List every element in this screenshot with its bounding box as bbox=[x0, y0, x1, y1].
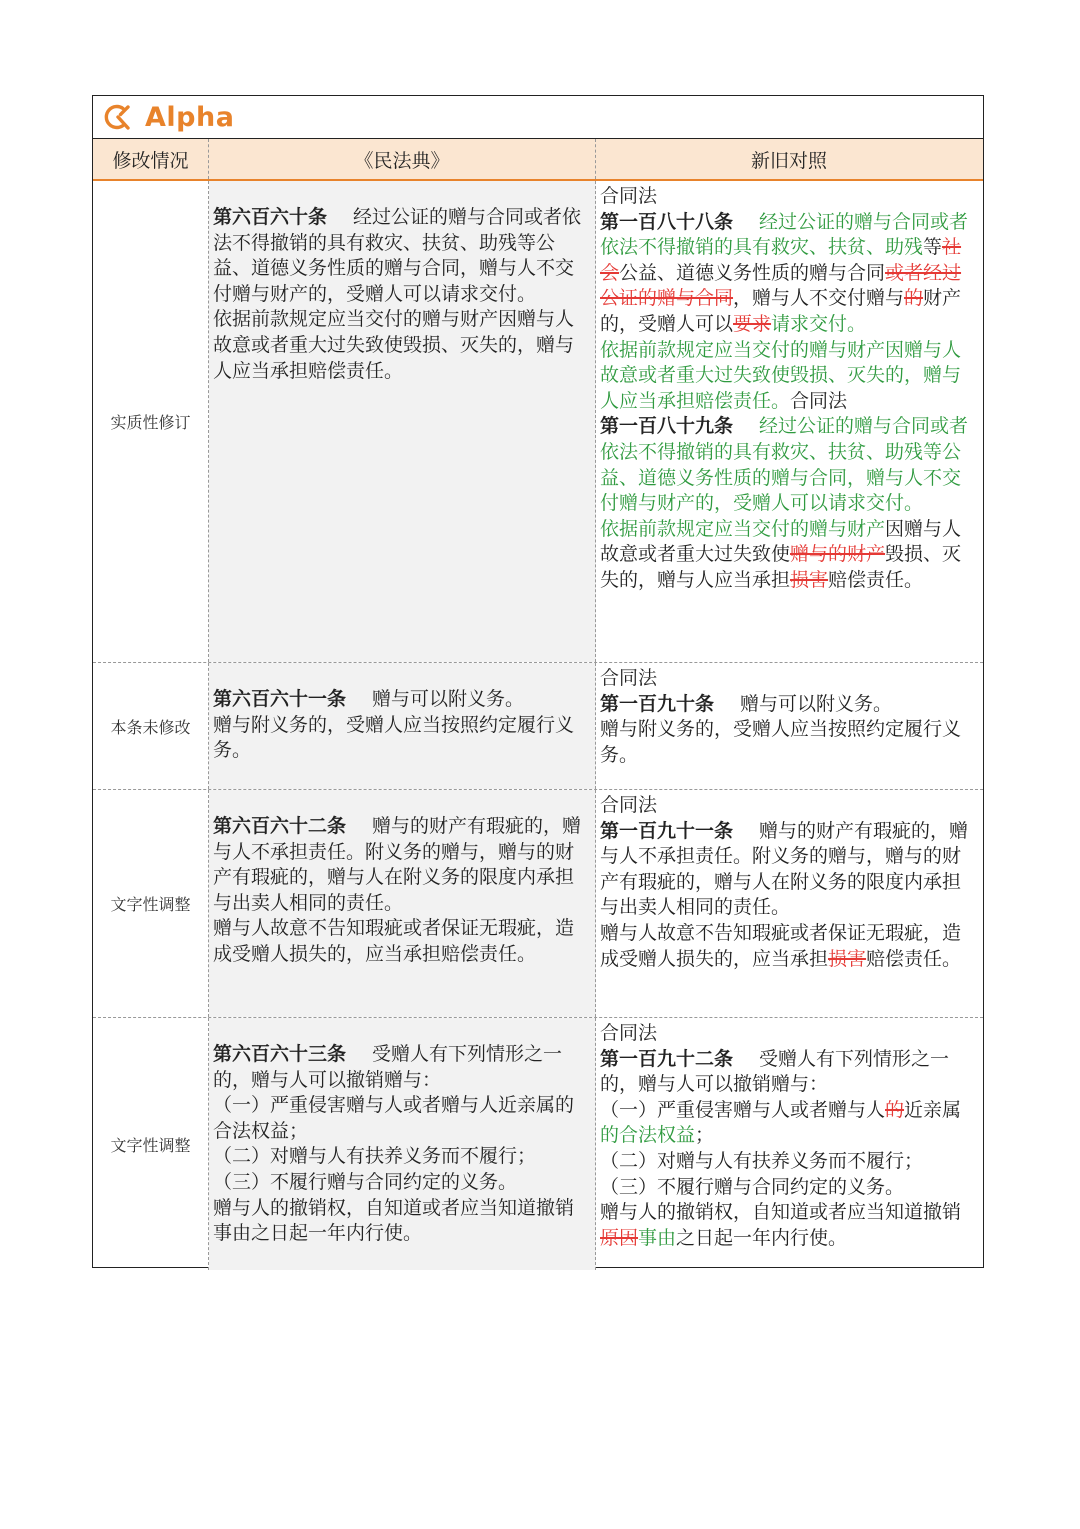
civil-code-cell bbox=[209, 181, 596, 662]
article-text: 赠与可以附义务。 bbox=[372, 688, 525, 710]
deleted-text: 赠与的财产 bbox=[790, 543, 886, 566]
table-row bbox=[93, 790, 983, 1018]
table-row bbox=[93, 1018, 983, 1270]
added-text: 的合法权益 bbox=[600, 1124, 696, 1147]
article-text: （一）严重侵害赠与人或者赠与人 bbox=[600, 1098, 886, 1121]
list-item: （一）严重侵害赠与人或者赠与人近亲属的合法权益； bbox=[213, 1094, 575, 1142]
article-text: 毁损、灭失的，赠与人应当承担 bbox=[600, 543, 962, 591]
law-name: 合同法 bbox=[790, 389, 848, 412]
header-civil-code: 《民法典》 bbox=[209, 139, 596, 179]
article-number: 第六百六十二条 bbox=[213, 815, 347, 837]
deleted-text: 或者经过公证的赠与合同 bbox=[600, 261, 962, 310]
law-name: 合同法 bbox=[600, 667, 658, 689]
deleted-text: 的 bbox=[904, 287, 924, 310]
header-status: 修改情况 bbox=[93, 139, 209, 179]
article-number: 第一百八十八条 bbox=[600, 210, 734, 233]
article-number: 第六百六十一条 bbox=[213, 688, 347, 710]
added-text: 依据前款规定应当交付的赠与财产因赠与人故意或者重大过失致使毁损、灭失的，赠与人应当承担赔偿责任。 bbox=[600, 338, 962, 412]
brand-header bbox=[93, 96, 983, 139]
article-number: 第一百九十一条 bbox=[600, 819, 734, 842]
article-text: 赠与的财产有瑕疵的，赠与人不承担责任。附义务的赠与，赠与的财产有瑕疵的，赠与人在附义务的限度内承担与出卖人相同的责任。 bbox=[213, 815, 582, 914]
article-text: 因赠与人故意或者重大过失致使 bbox=[600, 517, 962, 566]
article-text: 赠与附义务的，受赠人应当按照约定履行义务。 bbox=[213, 713, 575, 762]
deleted-text: 损害 bbox=[828, 947, 867, 970]
row-status: 实质性修订 bbox=[93, 181, 209, 662]
article-text: 赔偿责任。 bbox=[866, 947, 962, 970]
article-text: ； bbox=[695, 1124, 715, 1147]
article-number: 第一百九十二条 bbox=[600, 1047, 734, 1070]
comparison-cell bbox=[596, 1018, 982, 1270]
article-text: 等 bbox=[923, 236, 943, 259]
article-text: 赠与可以附义务。 bbox=[740, 692, 893, 715]
article-text: 赠与附义务的，受赠人应当按照约定履行义务。 bbox=[600, 718, 962, 766]
article-text: 受赠人有下列情形之一的，赠与人可以撤销赠与： bbox=[600, 1047, 950, 1096]
article-text: 赠与的财产有瑕疵的，赠与人不承担责任。附义务的赠与，赠与的财产有瑕疵的，赠与人在附义务的限度内承担与出卖人相同的责任。 bbox=[600, 819, 969, 919]
added-text: 依据前款规定应当交付的赠与财产 bbox=[600, 517, 886, 540]
deleted-text: 损害 bbox=[790, 568, 829, 591]
article-text: 之日起一年内行使。 bbox=[676, 1226, 848, 1249]
row-status: 文字性调整 bbox=[93, 790, 209, 1017]
law-name: 合同法 bbox=[600, 1022, 658, 1044]
list-item: （二）对赠与人有扶养义务而不履行； bbox=[600, 1149, 924, 1172]
article-text: 经过公证的赠与合同或者依法不得撤销的具有救灾、扶贫、助残等公益、道德义务性质的赠与合同，赠与人不交付赠与财产的，受赠人可以请求交付。 bbox=[213, 206, 582, 305]
added-text: 经过公证的赠与合同或者依法不得撤销的具有救灾、扶贫、助残 bbox=[600, 210, 969, 259]
civil-code-cell bbox=[209, 663, 596, 789]
table-row bbox=[93, 181, 983, 663]
article-number: 第一百八十九条 bbox=[600, 415, 734, 438]
article-text: 公益、道德义务性质的赠与合同 bbox=[619, 261, 886, 284]
article-text: 近亲属 bbox=[904, 1098, 962, 1121]
comparison-cell bbox=[596, 181, 982, 662]
article-text: 受赠人有下列情形之一的，赠与人可以撤销赠与： bbox=[213, 1043, 563, 1091]
comparison-cell bbox=[596, 790, 982, 1017]
list-item: （二）对赠与人有扶养义务而不履行； bbox=[213, 1145, 537, 1168]
article-text: 赠与人的撤销权，自知道或者应当知道撤销事由之日起一年内行使。 bbox=[213, 1196, 575, 1245]
row-status: 本条未修改 bbox=[93, 663, 209, 789]
added-text: 事由 bbox=[638, 1226, 677, 1249]
article-text: ，赠与人不交付赠与 bbox=[733, 287, 905, 310]
article-number: 第一百九十条 bbox=[600, 692, 715, 715]
list-item: （三）不履行赠与合同约定的义务。 bbox=[600, 1175, 905, 1198]
law-name: 合同法 bbox=[600, 185, 658, 207]
deleted-text: 的 bbox=[885, 1098, 905, 1121]
article-text: 赠与人的撤销权，自知道或者应当知道撤销 bbox=[600, 1201, 962, 1224]
deleted-text: 原因 bbox=[600, 1226, 639, 1249]
article-text: 赔偿责任。 bbox=[828, 568, 924, 591]
law-name: 合同法 bbox=[600, 794, 658, 816]
alpha-logo-icon bbox=[101, 102, 131, 132]
table-row bbox=[93, 663, 983, 790]
article-text: 财产的，受赠人可以 bbox=[600, 287, 962, 335]
civil-code-cell bbox=[209, 790, 596, 1017]
comparison-cell bbox=[596, 663, 982, 789]
added-text: 请求交付。 bbox=[771, 312, 867, 335]
list-item bbox=[600, 1098, 978, 1149]
table-header bbox=[93, 139, 983, 181]
comparison-document bbox=[92, 95, 984, 1268]
deleted-text: 要求 bbox=[733, 312, 772, 335]
article-text: 赠与人故意不告知瑕疵或者保证无瑕疵，造成受赠人损失的，应当承担 bbox=[600, 921, 962, 970]
header-comparison: 新旧对照 bbox=[750, 149, 827, 172]
article-number: 第六百六十三条 bbox=[213, 1043, 347, 1065]
list-item: （三）不履行赠与合同约定的义务。 bbox=[213, 1170, 518, 1193]
article-text: 赠与人故意不告知瑕疵或者保证无瑕疵，造成受赠人损失的，应当承担赔偿责任。 bbox=[213, 917, 575, 965]
added-text: 经过公证的赠与合同或者依法不得撤销的具有救灾、扶贫、助残等公益、道德义务性质的赠与合同，赠与人不交付赠与财产的，受赠人可以请求交付。 bbox=[600, 415, 969, 515]
brand-name: Alpha bbox=[145, 101, 235, 133]
article-text: 依据前款规定应当交付的赠与财产因赠与人故意或者重大过失致使毁损、灭失的，赠与人应当承担赔偿责任。 bbox=[213, 308, 575, 382]
deleted-text: 社会 bbox=[600, 236, 962, 284]
article-number: 第六百六十条 bbox=[213, 206, 328, 228]
civil-code-cell bbox=[209, 1018, 596, 1270]
row-status: 文字性调整 bbox=[93, 1018, 209, 1270]
